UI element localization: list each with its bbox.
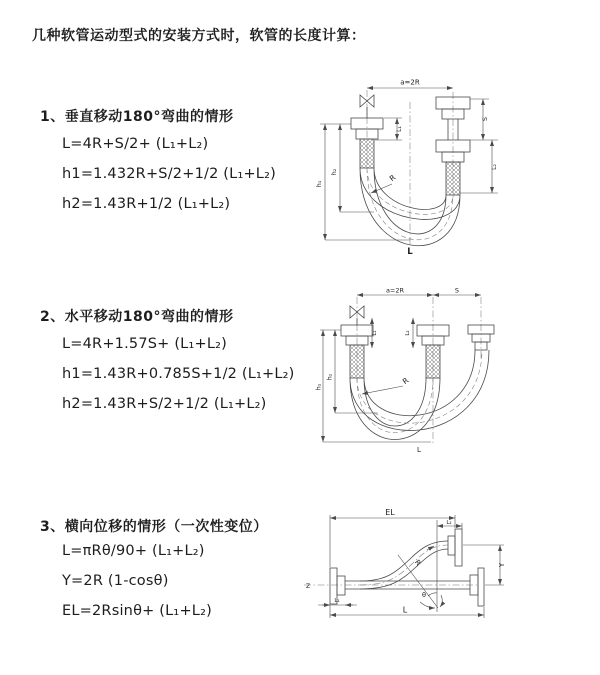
flange xyxy=(478,568,484,606)
hose-centerline-curve xyxy=(360,545,448,585)
hose-braid-hatch xyxy=(426,345,440,378)
label-h1: h₁ xyxy=(315,180,323,188)
section-1-heading: 1、垂直移动180°弯曲的情形 xyxy=(40,109,234,125)
label-r: R xyxy=(387,172,398,184)
hose-braid-hatch xyxy=(350,345,364,378)
diagram-horizontal-180-svg xyxy=(314,282,553,457)
theta-swing-arrow xyxy=(420,602,435,608)
section-1-formula-h2: h2=1.43R+1/2 (L₁+L₂) xyxy=(62,196,231,212)
label-y: Y xyxy=(498,562,506,568)
section-3-heading: 3、横向位移的情形（一次性变位） xyxy=(40,519,268,535)
section-3-formula-Y: Y=2R (1-cosθ) xyxy=(62,573,169,589)
label-s: S xyxy=(481,116,489,122)
hose-curves xyxy=(360,541,448,589)
label-a2r: a=2R xyxy=(400,78,420,87)
label-l2: L₂ xyxy=(405,330,411,336)
label-h1: h₁ xyxy=(314,383,323,391)
label-s: S xyxy=(454,286,460,295)
section-2-formula-L: L=4R+1.57S+ (L₁+L₂) xyxy=(62,336,227,352)
label-h2: h₂ xyxy=(325,373,334,381)
hose-braid-hatch xyxy=(446,162,460,195)
label-l2: L₂ xyxy=(491,164,498,170)
label-l: L xyxy=(402,605,408,615)
label-l1: L₁ xyxy=(396,126,403,132)
hose-braid-hatch xyxy=(360,139,374,168)
theta-arc xyxy=(428,593,437,596)
section-1-formula-h1: h1=1.432R+S/2+1/2 (L₁+L₂) xyxy=(62,166,276,182)
extension-lines xyxy=(330,515,455,567)
page-title: 几种软管运动型式的安装方式时，软管的长度计算： xyxy=(32,28,366,44)
label-r: R xyxy=(400,375,411,387)
flange xyxy=(455,529,462,566)
label-l2: L₂ xyxy=(446,520,452,526)
section-1-formula-L: L=4R+S/2+ (L₁+L₂) xyxy=(62,136,209,152)
label-el: EL xyxy=(385,508,395,517)
diagram-horizontal-180 xyxy=(314,282,553,457)
flange xyxy=(448,536,455,555)
section-3-formula-EL: EL=2Rsinθ+ (L₁+L₂) xyxy=(62,603,212,619)
radius-leader xyxy=(371,184,392,193)
diagram-vertical-180 xyxy=(312,72,552,258)
label-l1: L₁ xyxy=(334,598,340,604)
diagram-lateral-displacement-svg xyxy=(302,505,592,635)
label-l: L xyxy=(407,247,413,257)
extension-lines xyxy=(320,330,431,442)
label-z: Z xyxy=(305,583,311,590)
diagram-vertical-180-svg xyxy=(312,72,552,258)
flange xyxy=(337,576,345,595)
radius-leader xyxy=(362,386,403,394)
theta-swing-arrow xyxy=(440,595,442,607)
section-3-formula-L: L=πRθ/90+ (L₁+L₂) xyxy=(62,543,205,559)
label-h2: h₂ xyxy=(330,168,338,176)
section-2-formula-h2: h2=1.43R+S/2+1/2 (L₁+L₂) xyxy=(62,396,267,412)
label-l1: L₁ xyxy=(372,330,378,336)
section-2-formula-h1: h1=1.43R+0.785S+1/2 (L₁+L₂) xyxy=(62,366,295,382)
label-theta: θ xyxy=(422,591,426,599)
label-r: R xyxy=(412,558,423,568)
section-2-heading: 2、水平移动180°弯曲的情形 xyxy=(40,309,234,325)
label-a2r: a=2R xyxy=(385,286,405,295)
label-l: L xyxy=(417,446,421,454)
diagram-lateral-displacement xyxy=(302,505,592,635)
